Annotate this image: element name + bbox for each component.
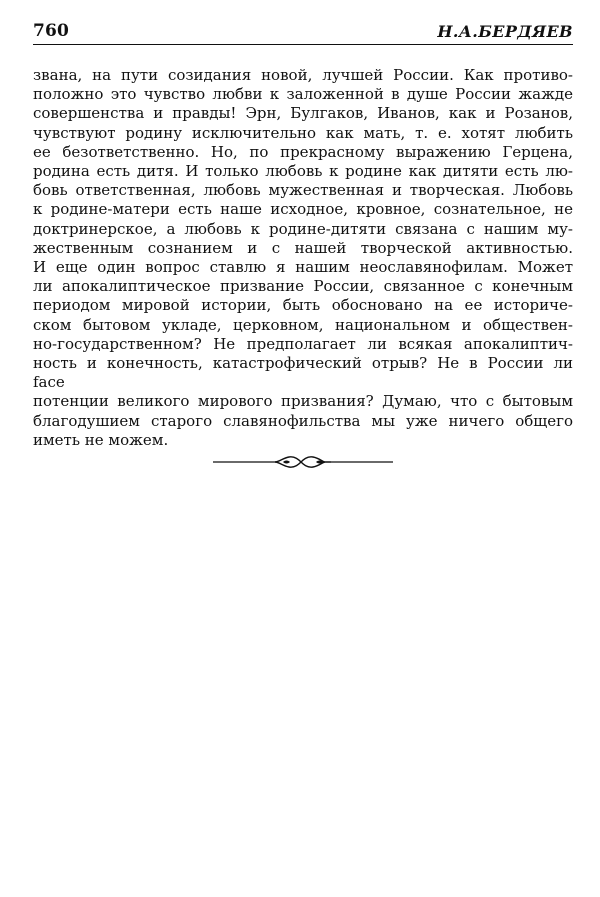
text-line: ее безответственно. Но, по прекрасному выражению Герцена, — [33, 142, 573, 161]
page-number: 760 — [33, 21, 70, 41]
text-line: доктринерское, а любовь к родине-дитяти связана с нашим му- — [33, 219, 573, 238]
text-line: ском бытовом укладе, церковном, национальном и обществен- — [33, 315, 573, 334]
text-line: положно это чувство любви к заложенной в душе России жажде — [33, 85, 573, 104]
text-line: жественным сознанием и с нашей творческой активностью. — [33, 238, 573, 257]
text-line: к родине-матери есть наше исходное, кровное, сознательное, не — [33, 200, 573, 219]
running-head-author: Н.А.БЕРДЯЕВ — [437, 22, 573, 41]
text-line: И еще один вопрос ставлю я нашим неославянофилам. Может — [33, 258, 573, 277]
text-line: face — [33, 373, 65, 392]
text-line: потенции великого мирового призвания? Думаю, что с бытовым — [33, 392, 573, 411]
text-line: благодушием старого славянофильства мы уже ничего общего — [33, 411, 573, 430]
page-header — [33, 20, 573, 45]
text-line: родина есть дитя. И только любовь к родине как дитяти есть лю- — [33, 162, 573, 181]
text-line: но-государственном? Не предполагает ли всякая апокалиптич- — [33, 334, 573, 353]
text-line: периодом мировой истории, быть обосновано на ее историче- — [33, 296, 573, 315]
book-page — [33, 20, 573, 880]
end-ornament-icon — [213, 452, 393, 472]
text-line: чувствуют родину исключительно как мать, т. е. хотят любить — [33, 123, 573, 142]
text-line: звана, на пути созидания новой, лучшей России. Как противо- — [33, 66, 573, 84]
text-line: совершенства и правды! Эрн, Булгаков, Иванов, как и Розанов, — [33, 104, 573, 123]
text-line: ли апокалиптическое призвание России, связанное с конечным — [33, 277, 573, 296]
body-text — [33, 66, 573, 450]
text-line: бовь ответственная, любовь мужественная и творческая. Любовь — [33, 181, 573, 200]
text-line: ность и конечность, катастрофический отрыв? Не в России ли — [33, 354, 573, 373]
text-line: иметь не можем. — [33, 430, 169, 449]
